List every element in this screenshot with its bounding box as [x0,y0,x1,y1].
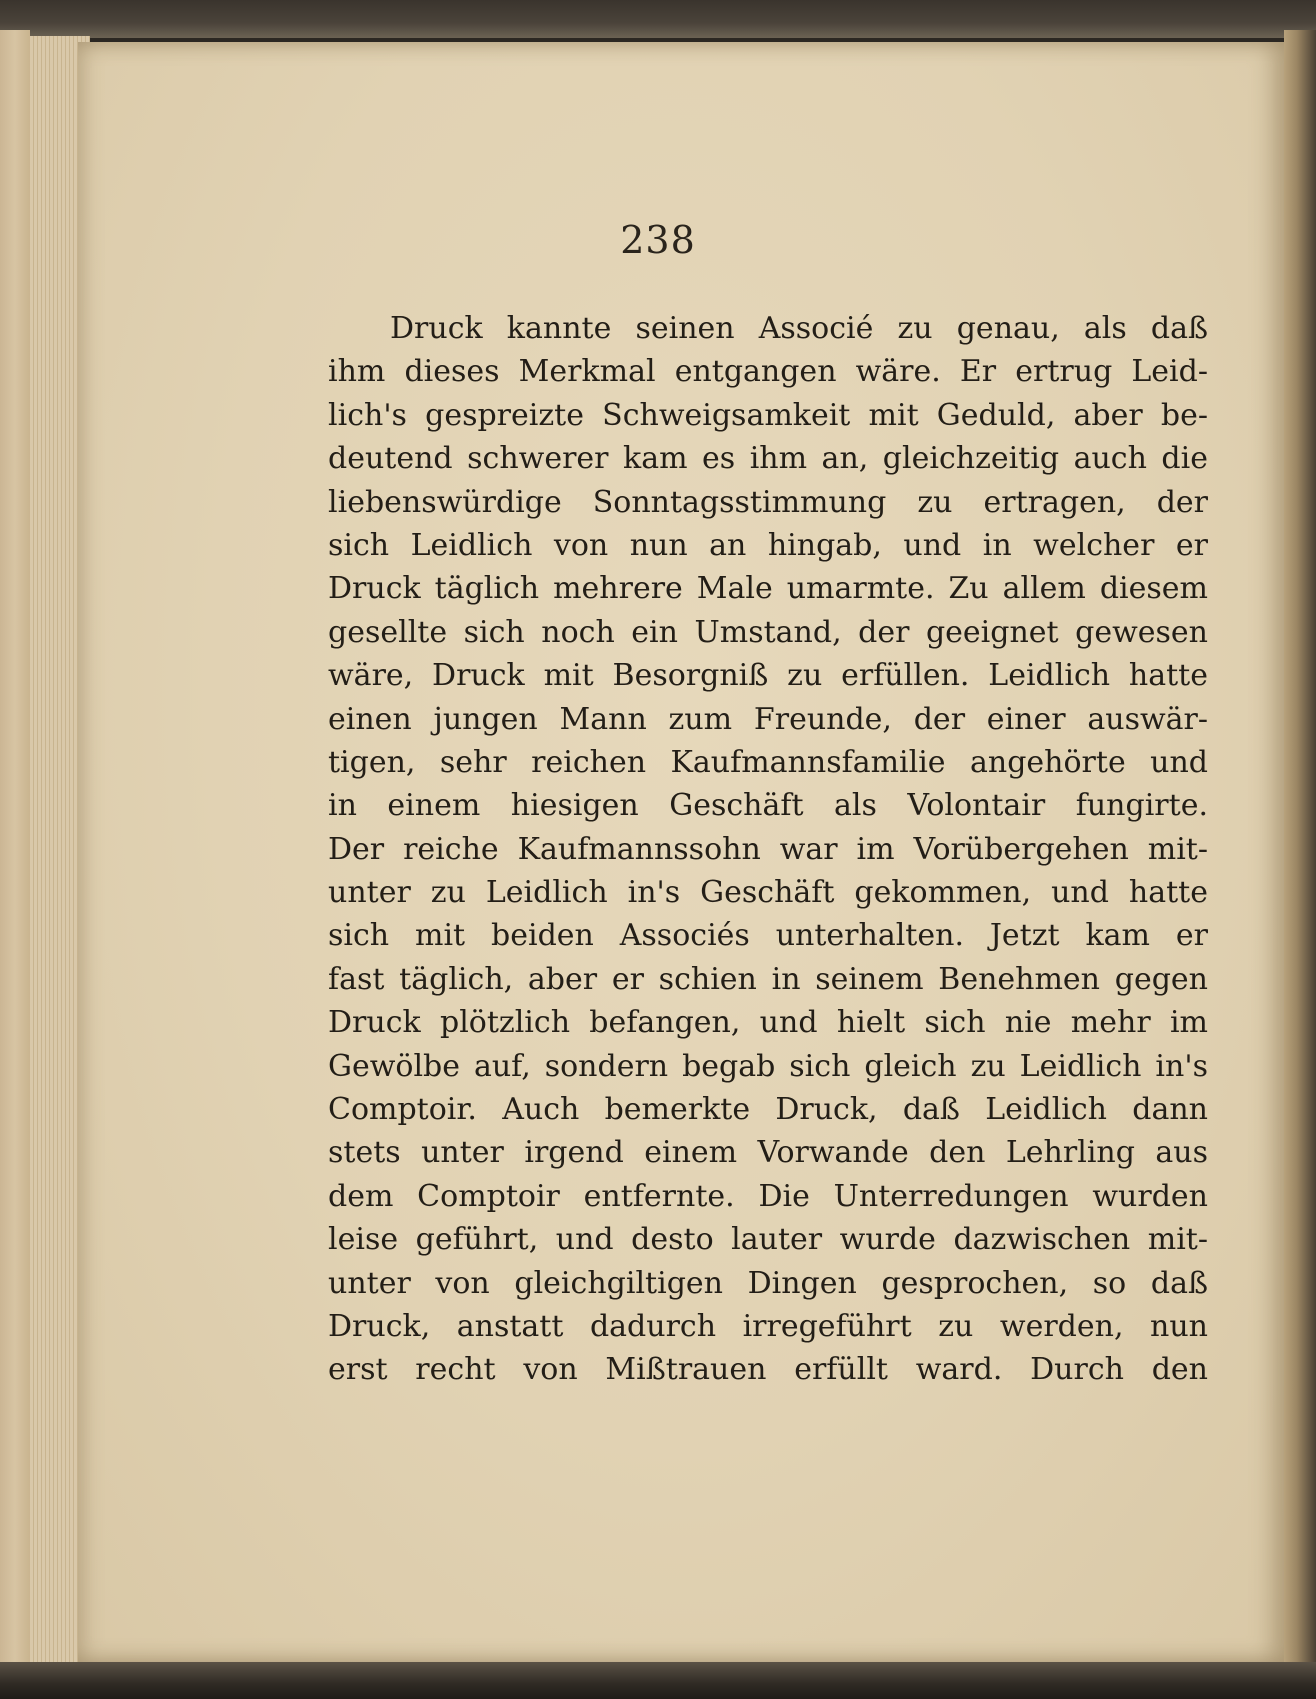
text-line: unter zu Leidlich in's Geschäft gekommen, und hatte [328,875,1208,911]
text-line: in einem hiesigen Geschäft als Volontair fungirte. [328,788,1208,824]
book-bottom-edge [0,1662,1316,1699]
book-top-edge [0,0,1316,38]
text-line: deutend schwerer kam es ihm an, gleichzeitig auch die [328,441,1208,477]
text-line: Druck plötzlich befangen, und hielt sich nie mehr im [328,1005,1208,1041]
page-number: 238 [620,218,696,262]
text-line: Comptoir. Auch bemerkte Druck, daß Leidlich dann [328,1092,1208,1128]
text-line: stets unter irgend einem Vorwande den Lehrling aus [328,1135,1208,1171]
text-line: tigen, sehr reichen Kaufmannsfamilie angehörte und [328,744,1208,780]
text-line: fast täglich, aber er schien in seinem Benehmen gegen [328,961,1208,997]
text-line: lich's gespreizte Schweigsamkeit mit Geduld, aber be- [328,397,1208,433]
body-text [328,307,1208,1392]
text-line: sich Leidlich von nun an hingab, und in welcher er [328,527,1208,563]
text-line: einen jungen Mann zum Freunde, der einer auswär- [328,701,1208,737]
text-line: ihm dieses Merkmal entgangen wäre. Er ertrug Leid- [328,354,1208,390]
text-line: unter von gleichgiltigen Dingen gesprochen, so daß [328,1265,1208,1301]
book-fore-edge [1284,30,1316,1670]
text-line: erst recht von Mißtrauen erfüllt ward. Durch den [328,1352,1208,1388]
text-line: Der reiche Kaufmannssohn war im Vorübergehen mit- [328,831,1208,867]
text-line: Druck, anstatt dadurch irregeführt zu werden, nun [328,1308,1208,1344]
text-line: dem Comptoir entfernte. Die Unterredungen wurden [328,1178,1208,1214]
text-line: Gewölbe auf, sondern begab sich gleich zu Leidlich in's [328,1048,1208,1084]
text-line: liebenswürdige Sonntagsstimmung zu ertragen, der [328,484,1208,520]
text-line: Druck kannte seinen Associé zu genau, als daß [390,311,1208,346]
book-spine [0,30,30,1665]
text-line: gesellte sich noch ein Umstand, der geeignet gewesen [328,614,1208,650]
text-line: leise geführt, und desto lauter wurde dazwischen mit- [328,1222,1208,1258]
text-line: sich mit beiden Associés unterhalten. Jetzt kam er [328,918,1208,954]
text-line: Druck täglich mehrere Male umarmte. Zu allem diesem [328,571,1208,607]
text-line: wäre, Druck mit Besorgniß zu erfüllen. Leidlich hatte [328,658,1208,694]
